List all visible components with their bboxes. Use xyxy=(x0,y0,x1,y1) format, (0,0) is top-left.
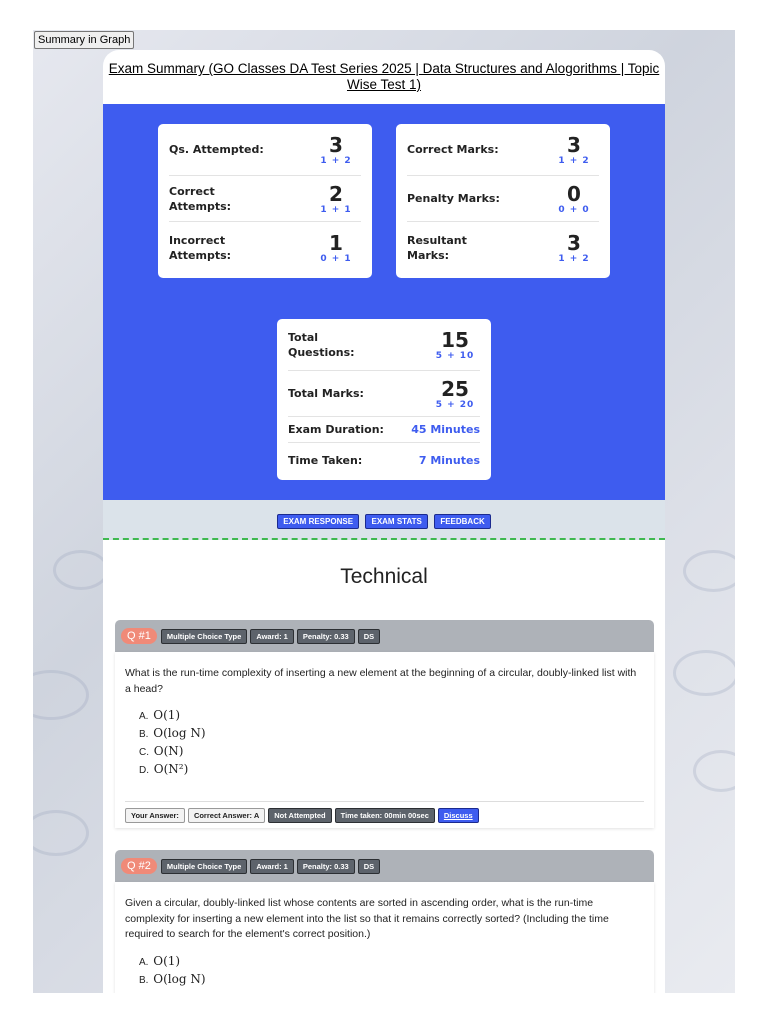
stat-row xyxy=(288,319,480,371)
stat-value: 3 xyxy=(567,231,581,255)
stat-breakdown: 0 + 0 xyxy=(558,204,590,215)
stat-value: 15 xyxy=(441,327,469,352)
stat-row xyxy=(407,124,599,176)
option-letter: B. xyxy=(139,729,149,740)
stat-value: 1 xyxy=(329,231,343,255)
background-bubble xyxy=(33,810,89,856)
exam-summary-card xyxy=(103,50,665,993)
stat-row xyxy=(407,176,599,222)
stat-label: Resultant Marks: xyxy=(407,234,467,262)
option-math: O(1) xyxy=(153,708,181,722)
stat-breakdown: 1 + 2 xyxy=(320,155,352,166)
options-list xyxy=(139,707,644,779)
option-letter: C. xyxy=(139,747,149,758)
option-math: O(log N) xyxy=(153,971,206,986)
correct-answer-badge: Correct Answer: A xyxy=(188,808,265,823)
stat-breakdown: 5 + 20 xyxy=(435,399,475,410)
page-background xyxy=(33,30,735,993)
stat-breakdown: 5 + 10 xyxy=(435,350,475,361)
stat-value-group xyxy=(311,134,361,166)
stat-value: 2 xyxy=(329,181,343,206)
penalty-badge: Penalty: 0.33 xyxy=(297,629,355,644)
stat-row xyxy=(288,417,480,443)
stat-breakdown: 1 + 2 xyxy=(558,155,590,166)
attempts-box xyxy=(158,124,372,278)
stat-value-group xyxy=(549,183,599,215)
stat-row xyxy=(407,222,599,274)
option-math: O(N²) xyxy=(153,762,189,776)
question-body xyxy=(115,882,654,993)
stat-label: Correct Marks: xyxy=(407,143,499,156)
option-math: O(1) xyxy=(153,953,181,968)
question-number-badge: Q #1 xyxy=(121,628,157,644)
question-text: Given a circular, doubly-linked list whose contents are sorted in ascending order, what is the run-time complexity for inserting a new element into the list so that it remains correctly sorted? (Including the time required to search for the element's correct position.) xyxy=(125,897,609,940)
discuss-link[interactable]: Discuss xyxy=(438,808,479,823)
stat-value-group xyxy=(430,378,480,410)
stat-value: 3 xyxy=(329,132,343,157)
stat-breakdown: 1 + 2 xyxy=(558,254,590,264)
subject-badge: DS xyxy=(358,629,380,644)
stat-breakdown: 1 + 1 xyxy=(320,204,352,215)
option-item xyxy=(139,971,644,989)
stat-row xyxy=(169,176,361,222)
background-bubble xyxy=(33,670,89,720)
stat-value-group xyxy=(549,232,599,264)
option-letter: D. xyxy=(139,765,149,776)
summary-in-graph-button[interactable]: Summary in Graph xyxy=(34,31,134,49)
penalty-badge: Penalty: 0.33 xyxy=(297,859,355,874)
stat-value: 3 xyxy=(567,132,581,157)
time-taken-badge: Time taken: 00min 00sec xyxy=(335,808,435,823)
option-letter: A. xyxy=(139,711,149,722)
status-badge: Not Attempted xyxy=(268,808,331,823)
question-number-badge: Q #2 xyxy=(121,858,157,874)
background-bubble xyxy=(693,750,735,792)
options-list xyxy=(139,953,644,989)
stat-label: Incorrect Attempts: xyxy=(169,234,232,262)
stat-row xyxy=(169,222,361,274)
stat-label: Total Questions: xyxy=(288,330,355,359)
question-header xyxy=(115,620,654,652)
stat-label: Total Marks: xyxy=(288,387,364,400)
your-answer-badge: Your Answer: xyxy=(125,808,185,823)
subject-badge: DS xyxy=(358,859,380,874)
stat-value: 0 xyxy=(567,181,581,206)
stat-label: Correct Attempts: xyxy=(169,184,232,213)
exam-title-link[interactable]: Exam Summary (GO Classes DA Test Series 2025 | Data Structures and Alogorithms | Topic Wise Test 1) xyxy=(108,61,660,92)
totals-box xyxy=(277,319,491,480)
option-item xyxy=(139,953,644,971)
option-item xyxy=(139,743,644,761)
stat-row xyxy=(288,443,480,477)
exam-duration-value: 45 Minutes xyxy=(411,423,480,436)
stat-value-group xyxy=(311,183,361,215)
question-type-badge: Multiple Choice Type xyxy=(161,859,247,874)
page-title xyxy=(103,50,665,104)
question-header xyxy=(115,850,654,882)
question-text: What is the run-time complexity of inserting a new element at the beginning of a circular, doubly-linked list with a head? xyxy=(125,667,637,695)
stat-value-group xyxy=(549,134,599,166)
option-item xyxy=(139,761,644,779)
feedback-button[interactable]: FEEDBACK xyxy=(434,514,490,529)
stat-breakdown: 0 + 1 xyxy=(320,254,352,264)
marks-box xyxy=(396,124,610,278)
option-letter: A. xyxy=(139,956,149,968)
background-bubble xyxy=(53,550,109,590)
stat-value-group xyxy=(430,329,480,361)
stat-label: Time Taken: xyxy=(288,453,363,467)
section-title: Technical xyxy=(340,565,428,588)
answer-footer xyxy=(125,801,644,833)
option-item xyxy=(139,725,644,743)
time-taken-value: 7 Minutes xyxy=(418,453,480,467)
exam-response-button[interactable]: EXAM RESPONSE xyxy=(277,514,359,529)
exam-stats-button[interactable]: EXAM STATS xyxy=(365,514,427,529)
stat-value: 25 xyxy=(441,376,469,401)
background-bubble xyxy=(683,550,735,592)
option-letter: B. xyxy=(139,974,149,986)
award-badge: Award: 1 xyxy=(250,859,294,874)
stat-value-group xyxy=(311,232,361,264)
stat-label: Penalty Marks: xyxy=(407,192,500,205)
stats-panel xyxy=(103,104,665,500)
stat-label: Exam Duration: xyxy=(288,423,384,436)
question-type-badge: Multiple Choice Type xyxy=(161,629,247,644)
question-body xyxy=(115,652,654,828)
stat-row xyxy=(169,124,361,176)
option-math: O(N) xyxy=(153,744,184,758)
background-bubble xyxy=(673,650,735,696)
exam-nav-bar xyxy=(103,500,665,540)
stat-row xyxy=(288,371,480,417)
option-item xyxy=(139,707,644,725)
award-badge: Award: 1 xyxy=(250,629,294,644)
option-math: O(log N) xyxy=(153,726,206,740)
stat-label: Qs. Attempted: xyxy=(169,143,264,156)
